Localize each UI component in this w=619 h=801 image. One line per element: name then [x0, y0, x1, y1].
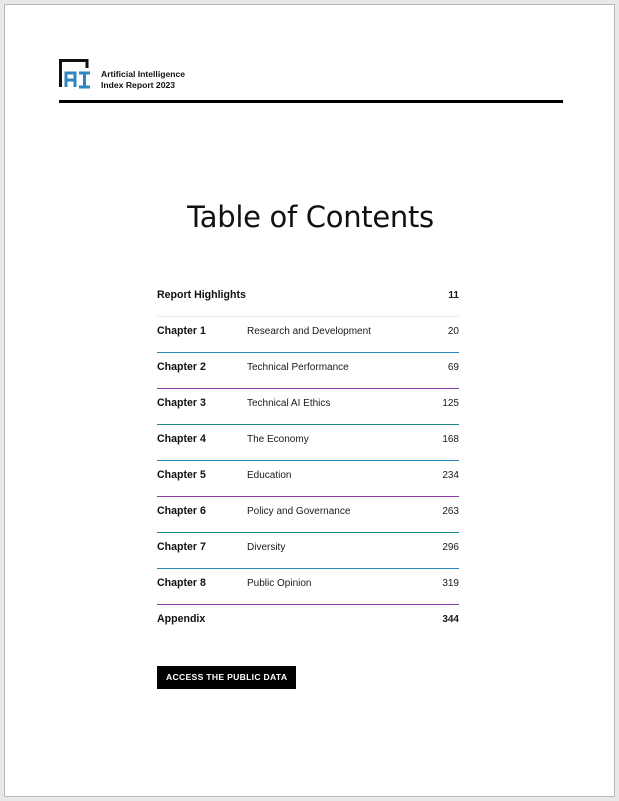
page-title: Table of Contents: [187, 200, 434, 234]
toc-chapter-label: Report Highlights: [157, 289, 246, 301]
toc-chapter-title: Diversity: [247, 542, 286, 553]
toc-page-number: 20: [447, 326, 459, 337]
toc-page-number: 319: [442, 578, 459, 589]
toc-page-number: 234: [442, 470, 459, 481]
toc-page-number: 125: [442, 398, 459, 409]
ai-index-logo-icon: [59, 59, 93, 89]
toc-chapter-title: Technical AI Ethics: [247, 398, 331, 409]
toc-chapter-label: Chapter 1: [157, 325, 206, 337]
toc-chapter-title: Research and Development: [247, 326, 371, 337]
report-header: [59, 59, 563, 93]
toc-row[interactable]: [157, 389, 459, 425]
toc-page-number: 11: [448, 290, 459, 301]
toc-chapter-label: Chapter 8: [157, 577, 206, 589]
toc-page-number: 168: [442, 434, 459, 445]
toc-chapter-label: Chapter 3: [157, 397, 206, 409]
toc-row[interactable]: [157, 353, 459, 389]
report-name-line2: Index Report 2023: [101, 79, 176, 90]
header-divider: [59, 100, 563, 103]
toc-page-number: 296: [442, 542, 459, 553]
toc-row[interactable]: [157, 317, 459, 353]
report-name: [101, 69, 185, 90]
table-of-contents: [157, 281, 459, 641]
toc-row[interactable]: [157, 497, 459, 533]
toc-row[interactable]: [157, 569, 459, 605]
report-name-line1: Artificial Intelligence: [101, 69, 186, 79]
document-page: [4, 4, 615, 797]
toc-row[interactable]: [157, 281, 459, 317]
toc-chapter-label: Chapter 7: [157, 541, 206, 553]
toc-page-number: 263: [442, 506, 459, 517]
toc-chapter-title: Education: [247, 470, 292, 481]
toc-page-number: 344: [442, 614, 459, 625]
toc-page-number: 69: [447, 362, 459, 373]
toc-chapter-label: Chapter 6: [157, 505, 206, 517]
toc-row[interactable]: [157, 425, 459, 461]
toc-chapter-title: Policy and Governance: [247, 506, 351, 517]
toc-chapter-label: Chapter 5: [157, 469, 206, 481]
toc-chapter-label: Chapter 4: [157, 433, 206, 445]
toc-row[interactable]: [157, 533, 459, 569]
toc-chapter-title: Technical Performance: [247, 362, 349, 373]
toc-chapter-title: Public Opinion: [247, 578, 312, 589]
toc-row[interactable]: [157, 461, 459, 497]
toc-chapter-label: Appendix: [157, 613, 206, 625]
toc-chapter-label: Chapter 2: [157, 361, 206, 373]
toc-chapter-title: The Economy: [247, 434, 309, 445]
access-public-data-button[interactable]: ACCESS THE PUBLIC DATA: [157, 666, 296, 689]
toc-row[interactable]: [157, 605, 459, 641]
